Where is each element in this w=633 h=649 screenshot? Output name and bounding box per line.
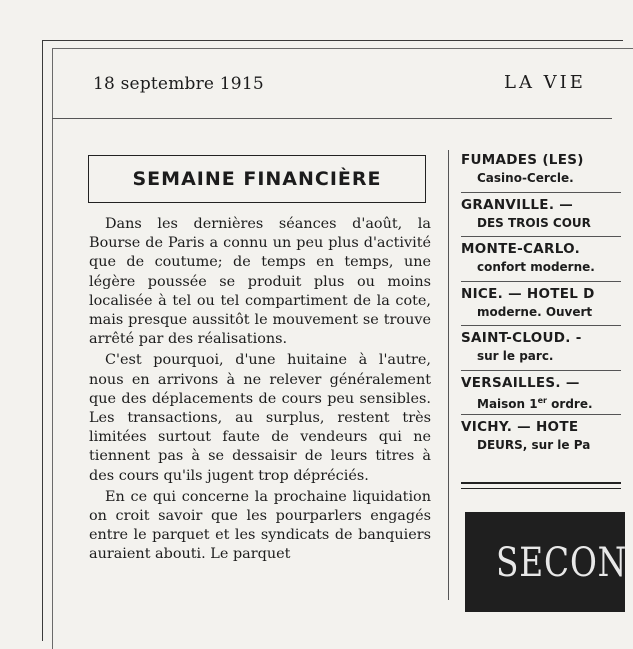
listing-detail-text: ordre. (546, 396, 593, 411)
article-paragraph: C'est pourquoi, d'une huitaine à l'autre, nous en arrivons à ne relever généralement que des déplacements de cours peu sensibles. Les transactions, au surplus, restent très limitées surtout faute de vendeurs qui ne tiennent pas à se dessaisir de leurs titres à des cours qu'ils jugent trop dépréciés. (89, 352, 431, 484)
listing-item (461, 282, 621, 327)
listing-name: MONTE-CARLO. (461, 241, 581, 257)
publication-title: LA VIE (504, 72, 586, 93)
advertisement-text: SECON (496, 540, 628, 586)
listing-item (461, 193, 621, 238)
section-double-rule (461, 482, 621, 489)
listing-detail: Casino-Cercle. (477, 171, 574, 185)
listing-name: NICE. — HOTEL D (461, 285, 595, 302)
column-divider (448, 150, 449, 600)
listing-detail: moderne. Ouvert (477, 304, 593, 319)
issue-date: 18 septembre 1915 (93, 74, 264, 94)
listing-detail-superscript: er (537, 395, 547, 405)
hotel-listings (461, 148, 621, 460)
listing-detail (461, 393, 621, 412)
article-title-box (88, 155, 426, 203)
article-paragraph: En ce qui concerne la prochaine liquidation on croit savoir que les pourparlers engagés entre le parquet et les syndicats de banquiers auraient abouti. Le parquet (89, 488, 431, 563)
listing-detail-text: Maison 1 (477, 396, 538, 411)
article-paragraph: Dans les dernières séances d'août, la Bourse de Paris a connu un peu plus d'activité que de coutume; de temps en temps, une légère poussée se produit plus ou moins localisée à tel ou tel compartiment de la cote, mais presque aussitôt le mouvement se trouve arrêté par des réalisations. (89, 216, 431, 348)
listing-detail: confort moderne. (477, 260, 595, 274)
listing-item (461, 148, 621, 193)
listing-item (461, 237, 621, 282)
listing-detail: sur le parc. (477, 349, 554, 363)
listing-detail: DEURS, sur le Pa (477, 438, 591, 452)
listing-name: GRANVILLE. — (461, 196, 574, 213)
article-title: SEMAINE FINANCIÈRE (132, 168, 382, 190)
listing-item (461, 415, 621, 460)
listing-item (461, 326, 621, 371)
listing-name: FUMADES (LES) (461, 152, 584, 168)
header-divider (52, 118, 612, 119)
listing-name: VERSAILLES. — (461, 374, 580, 391)
listing-name: VICHY. — HOTE (461, 419, 579, 435)
listing-name: SAINT-CLOUD. - (461, 330, 582, 346)
listing-detail: DES TROIS COUR (477, 215, 591, 230)
listing-item (461, 371, 621, 416)
article-body (89, 215, 431, 567)
